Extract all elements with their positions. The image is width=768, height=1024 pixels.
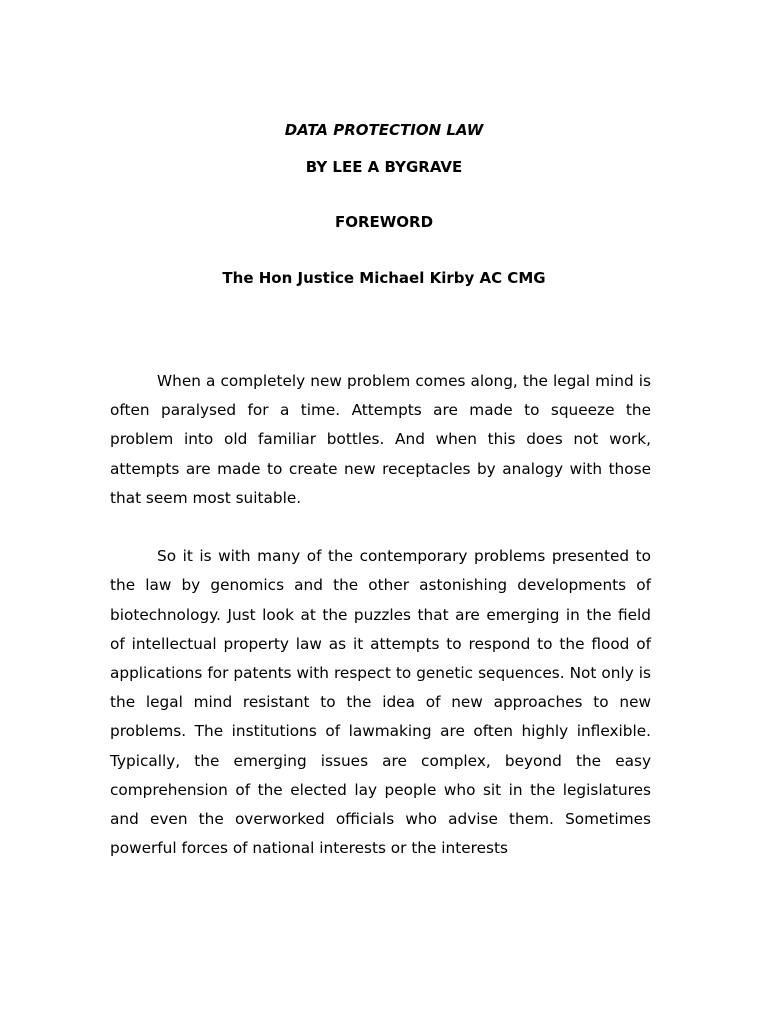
- paragraph-2: So it is with many of the contemporary problems presented to the law by genomics and the other astonishing developments of biotechnology. Just look at the puzzles that are emerging in the field of intellectual property law as it attempts to respond to the flood of applications for patents with respect to genetic sequences. Not only is the legal mind resistant to the idea of new approaches to new problems. The institutions of lawmaking are often highly inflexible. Typically, the emerging issues are complex, beyond the easy comprehension of the elected lay people who sit in the legislatures and even the overworked officials who advise them. Sometimes powerful forces of national interests or the interests: [110, 547, 651, 858]
- paragraph-1: When a completely new problem comes along, the legal mind is often paralysed for a time. Attempts are made to squeeze the problem into old familiar bottles. And when this does not work, attempts are made to create new receptacles by analogy with those that seem most suitable.: [110, 372, 651, 507]
- body-text: [110, 367, 651, 863]
- section-heading: FOREWORD: [334, 213, 434, 231]
- foreword-byline: The Hon Justice Michael Kirby AC CMG: [222, 269, 546, 287]
- document-author: BY LEE A BYGRAVE: [305, 158, 463, 176]
- document-title: DATA PROTECTION LAW: [284, 121, 484, 139]
